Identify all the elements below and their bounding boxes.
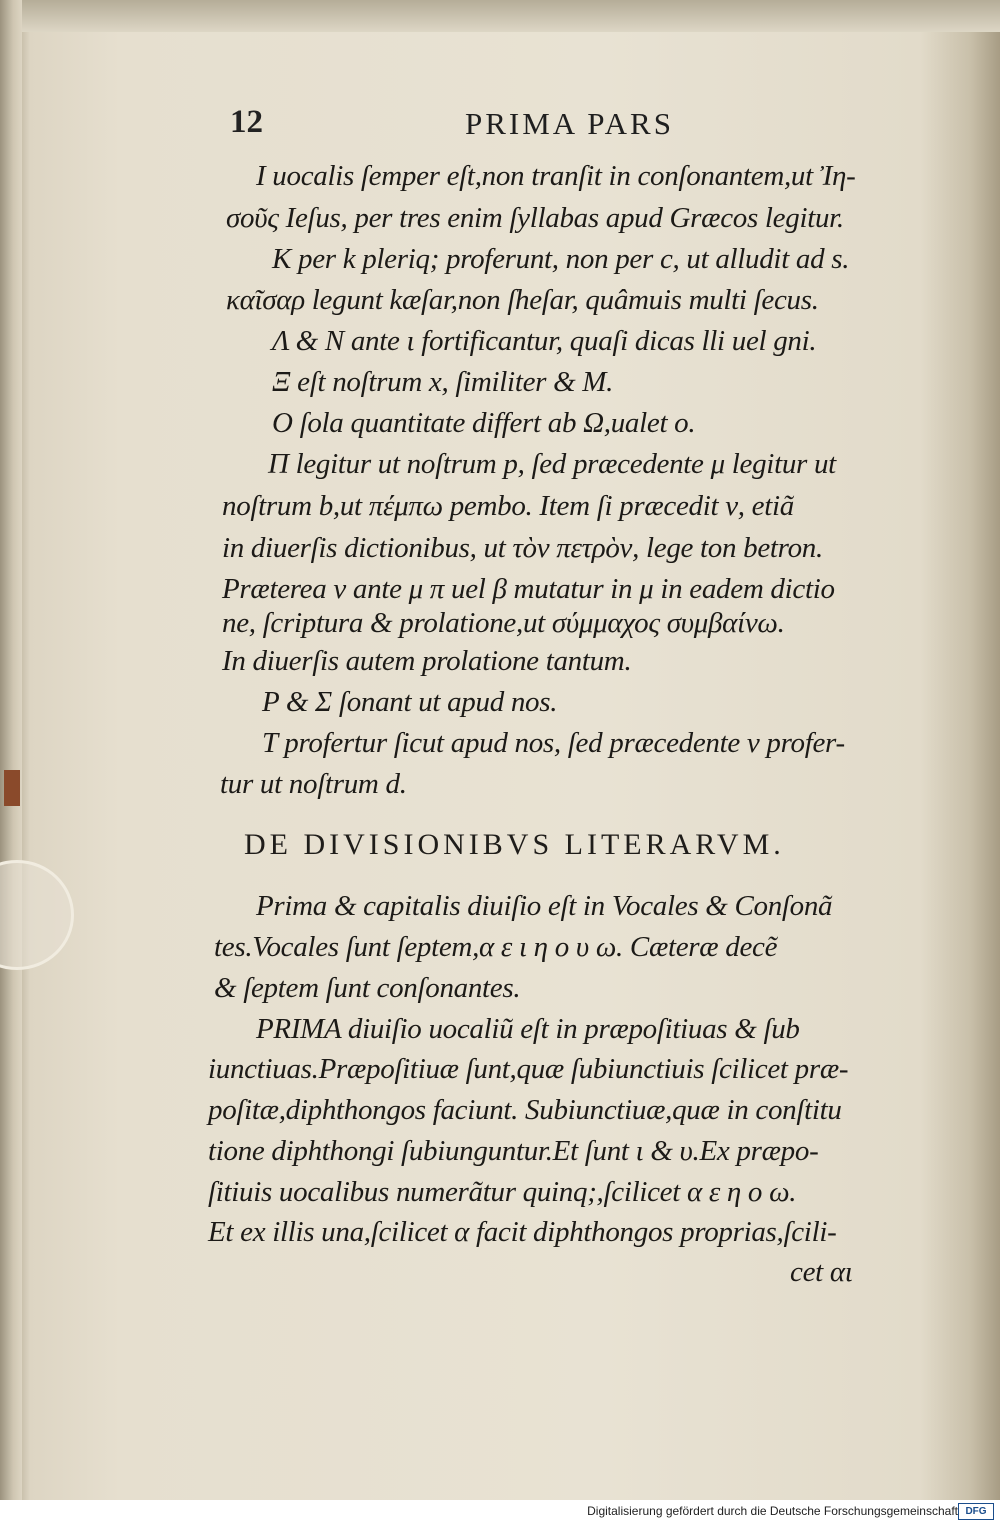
page-edge-mark	[4, 770, 20, 806]
footer-credit: Digitalisierung gefördert durch die Deutsche Forschungsgemeinschaft	[587, 1504, 958, 1518]
text-line: noſtrum b,ut πέμπω pembo. Item ſi præcedit ν, etiã	[222, 490, 794, 522]
text-line: P & Σ ſonant ut apud nos.	[262, 686, 558, 718]
text-line: καῖσαρ legunt kæſar,non ſheſar, quâmuis multi ſecus.	[226, 284, 819, 316]
text-line: Ξ eſt noſtrum x, ſimiliter & M.	[272, 366, 614, 398]
dfg-logo: DFG	[958, 1503, 994, 1520]
running-head: PRIMA PARS	[465, 106, 674, 141]
text-line: Præterea ν ante μ π uel β mutatur in μ in eadem dictio	[222, 573, 835, 605]
text-line: σοῦς Ieſus, per tres enim ſyllabas apud Græcos legitur.	[226, 202, 844, 234]
text-line: Prima & capitalis diuiſio eſt in Vocales & Conſonã	[256, 890, 833, 922]
text-line: poſitæ,diphthongos faciunt. Subiunctiuæ,quæ in conſtitu	[208, 1094, 842, 1126]
text-line: Et ex illis una,ſcilicet α facit diphthongos proprias,ſcili-	[208, 1216, 837, 1248]
text-line: PRIMA diuiſio uocaliũ eſt in præpoſitiuas & ſub	[256, 1013, 800, 1045]
text-line: Λ & N ante ι fortificantur, quaſi dicas lli uel gni.	[272, 325, 817, 357]
section-heading: DE DIVISIONIBVS LITERARVM.	[244, 828, 785, 861]
text-line: T profertur ſicut apud nos, ſed præcedente ν profer-	[262, 727, 845, 759]
page-top-edge	[0, 0, 1000, 32]
text-line: tione diphthongi ſubiunguntur.Et ſunt ι & υ.Ex præpo-	[208, 1135, 819, 1167]
text-line: iunctiuas.Præpoſitiuæ ſunt,quæ ſubiunctiuis ſcilicet præ-	[208, 1053, 849, 1085]
text-line: Π legitur ut noſtrum p, ſed præcedente μ legitur ut	[268, 448, 836, 480]
page-left-edge	[0, 0, 22, 1500]
page-header	[190, 104, 890, 154]
catchword: cet αι	[790, 1256, 853, 1288]
page-clip-mark	[0, 860, 74, 970]
text-line: K per k pleriq; proferunt, non per c, ut alludit ad s.	[272, 243, 850, 275]
text-line: ne, ſcriptura & prolatione,ut σύμμαχος συμβαίνω.	[222, 607, 785, 639]
text-line: ſitiuis uocalibus numerãtur quinq;,ſcilicet α ε η ο ω.	[208, 1176, 797, 1208]
text-line: tur ut noſtrum d.	[220, 768, 407, 800]
text-line: tes.Vocales ſunt ſeptem,α ε ι η ο υ ω. Cæteræ decẽ	[214, 931, 778, 963]
text-line: In diuerſis autem prolatione tantum.	[222, 645, 632, 677]
text-line: in diuerſis dictionibus, ut τὸν πετρὸν, lege ton betron.	[222, 532, 823, 564]
text-line: O ſola quantitate differt ab Ω,ualet o.	[272, 407, 696, 439]
text-line: I uocalis ſemper eſt,non tranſit in conſonantem,ut Ἰη-	[256, 160, 856, 192]
page-number: 12	[230, 104, 263, 140]
text-line: & ſeptem ſunt conſonantes.	[214, 972, 521, 1004]
